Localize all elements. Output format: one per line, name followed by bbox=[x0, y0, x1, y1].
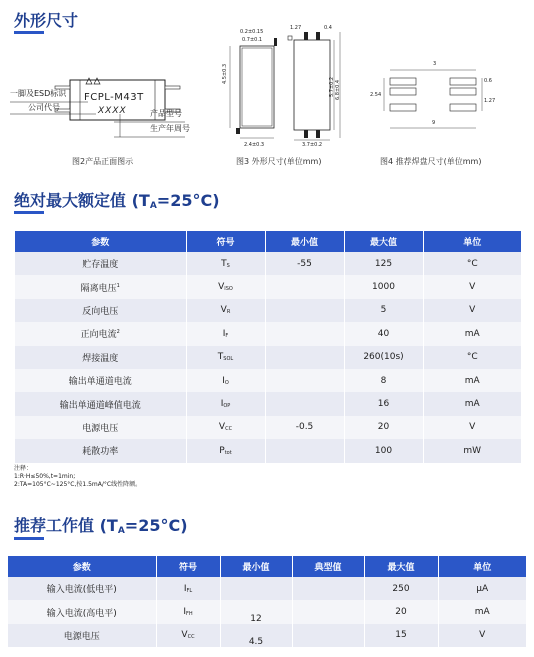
fig3-dim-width: 3.7±0.2 bbox=[302, 142, 323, 148]
min-cell bbox=[265, 322, 344, 345]
symbol-cell: VISO bbox=[186, 275, 265, 298]
abs-max-notes: 注释： 1:R·H≤50%,t=1min; 2:TA=105°C~125°C,按1.5mA/°C线性降额。 bbox=[14, 465, 142, 488]
fig4-dim-pad-w: 0.6 bbox=[484, 78, 492, 84]
fig3-dim-length: 5.7±0.2 bbox=[329, 76, 335, 97]
table-row bbox=[8, 600, 526, 623]
table-row bbox=[15, 369, 521, 392]
col-header: 符号 bbox=[156, 556, 220, 577]
unit-cell: μA bbox=[438, 577, 526, 600]
table-row bbox=[8, 577, 526, 600]
fig4-dim-span: 9 bbox=[432, 120, 436, 126]
title-underline bbox=[14, 537, 44, 540]
col-header: 单位 bbox=[438, 556, 526, 577]
min-cell bbox=[265, 439, 344, 462]
min-cell bbox=[265, 275, 344, 298]
col-header: 参数 bbox=[8, 556, 156, 577]
table-row bbox=[15, 299, 521, 322]
min-cell bbox=[265, 299, 344, 322]
unit-cell: mA bbox=[438, 600, 526, 623]
symbol-cell: VCC bbox=[156, 624, 220, 647]
table-row bbox=[15, 252, 521, 275]
col-header: 最大值 bbox=[364, 556, 438, 577]
fig3-dim-thickness: 2.4±0.3 bbox=[244, 142, 265, 148]
fig3-dim-top2: 0.7±0.1 bbox=[242, 37, 263, 43]
col-header: 典型值 bbox=[292, 556, 364, 577]
max-cell: 20 bbox=[344, 416, 423, 439]
unit-cell: V bbox=[423, 416, 521, 439]
param-cell: 隔离电压$^1$ bbox=[15, 275, 186, 298]
title-underline bbox=[14, 211, 44, 214]
table-row bbox=[15, 346, 521, 369]
symbol-cell: IF bbox=[186, 322, 265, 345]
min-cell: 4.5 bbox=[220, 624, 292, 647]
table-row bbox=[15, 439, 521, 462]
fig2-label-date: 生产年周号 bbox=[150, 124, 190, 133]
symbol-cell: IO bbox=[186, 369, 265, 392]
unit-cell: mA bbox=[423, 322, 521, 345]
fig3-dim-total: 6.8±0.4 bbox=[335, 79, 341, 100]
figures-area bbox=[0, 22, 534, 172]
fig4-dim-pitch: 1.27 bbox=[484, 98, 496, 104]
recommended-table bbox=[8, 556, 526, 647]
param-cell: 耗散功率 bbox=[15, 439, 186, 462]
table-row bbox=[15, 322, 521, 345]
symbol-cell: IFL bbox=[156, 577, 220, 600]
fig2-label-company: 公司代号 bbox=[28, 103, 60, 112]
max-cell: 250 bbox=[364, 577, 438, 600]
fig2-part-number: FCPL-M43T bbox=[84, 92, 144, 103]
col-header: 最大值 bbox=[344, 231, 423, 252]
col-header: 单位 bbox=[423, 231, 521, 252]
fig3-caption: 图3 外形尺寸(单位mm) bbox=[236, 157, 322, 166]
symbol-cell: TS bbox=[186, 252, 265, 275]
fig4-dim-row: 2.54 bbox=[370, 92, 382, 98]
fig2-caption: 图2产品正面图示 bbox=[72, 157, 134, 166]
param-cell: 正向电流$^2$ bbox=[15, 322, 186, 345]
min-cell: -0.5 bbox=[265, 416, 344, 439]
fig2-marking: XXXX bbox=[98, 106, 127, 116]
table-row bbox=[15, 416, 521, 439]
symbol-cell: VCC bbox=[186, 416, 265, 439]
symbol-cell: VR bbox=[186, 299, 265, 322]
param-cell: 电源电压 bbox=[8, 624, 156, 647]
min-cell: -55 bbox=[265, 252, 344, 275]
max-cell: 5 bbox=[344, 299, 423, 322]
fig3-dim-lead: 0.4 bbox=[324, 25, 332, 31]
min-cell bbox=[265, 346, 344, 369]
table-header-row bbox=[8, 556, 526, 577]
max-cell: 16 bbox=[344, 392, 423, 415]
min-cell bbox=[265, 392, 344, 415]
unit-cell: mA bbox=[423, 369, 521, 392]
max-cell: 125 bbox=[344, 252, 423, 275]
param-cell: 输出单通道峰值电流 bbox=[15, 392, 186, 415]
unit-cell: V bbox=[423, 299, 521, 322]
dimensions-title: 外形尺寸 bbox=[14, 11, 79, 30]
param-cell: 焊接温度 bbox=[15, 346, 186, 369]
param-cell: 输入电流(低电平) bbox=[8, 577, 156, 600]
unit-cell: mW bbox=[423, 439, 521, 462]
abs-max-table bbox=[15, 231, 521, 463]
max-cell: 100 bbox=[344, 439, 423, 462]
unit-cell: °C bbox=[423, 252, 521, 275]
param-cell: 电源电压 bbox=[15, 416, 186, 439]
col-header: 最小值 bbox=[220, 556, 292, 577]
fig4-dim-pad-len: 3 bbox=[433, 61, 437, 67]
max-cell: 260(10s) bbox=[344, 346, 423, 369]
symbol-cell: TSOL bbox=[186, 346, 265, 369]
typ-cell bbox=[292, 600, 364, 623]
abs-max-title: 绝对最大额定值 $(T_A=25^\circ C)$ bbox=[14, 191, 220, 211]
min-cell: 12 bbox=[220, 600, 292, 623]
symbol-cell: IFH bbox=[156, 600, 220, 623]
fig3-dim-top1: 0.2±0.15 bbox=[240, 29, 264, 35]
fig3-dim-pitch: 1.27 bbox=[290, 25, 302, 31]
max-cell: 20 bbox=[364, 600, 438, 623]
table-header-row bbox=[15, 231, 521, 252]
col-header: 最小值 bbox=[265, 231, 344, 252]
fig3-outline-dimensions bbox=[222, 24, 342, 144]
unit-cell: mA bbox=[423, 392, 521, 415]
param-cell: 贮存温度 bbox=[15, 252, 186, 275]
table-row bbox=[8, 624, 526, 647]
min-cell bbox=[265, 369, 344, 392]
param-cell: 输出单通道电流 bbox=[15, 369, 186, 392]
fig4-caption: 图4 推荐焊盘尺寸(单位mm) bbox=[380, 157, 482, 166]
recommended-title: 推荐工作值 $(T_A=25^\circ C)$ bbox=[14, 516, 188, 536]
max-cell: 15 bbox=[364, 624, 438, 647]
typ-cell bbox=[292, 577, 364, 600]
max-cell: 8 bbox=[344, 369, 423, 392]
unit-cell: V bbox=[423, 275, 521, 298]
table-row bbox=[15, 392, 521, 415]
param-cell: 输入电流(高电平) bbox=[8, 600, 156, 623]
max-cell: 1000 bbox=[344, 275, 423, 298]
min-cell bbox=[220, 577, 292, 600]
fig2-label-model: 产品型号 bbox=[150, 109, 182, 118]
fig2-label-pin1: 一脚及ESD标识 bbox=[10, 89, 67, 98]
col-header: 符号 bbox=[186, 231, 265, 252]
typ-cell bbox=[292, 624, 364, 647]
fig3-dim-height: 4.5±0.3 bbox=[222, 63, 228, 84]
unit-cell: V bbox=[438, 624, 526, 647]
symbol-cell: IOP bbox=[186, 392, 265, 415]
max-cell: 40 bbox=[344, 322, 423, 345]
param-cell: 反向电压 bbox=[15, 299, 186, 322]
unit-cell: °C bbox=[423, 346, 521, 369]
table-row bbox=[15, 275, 521, 298]
symbol-cell: Ptot bbox=[186, 439, 265, 462]
col-header: 参数 bbox=[15, 231, 186, 252]
